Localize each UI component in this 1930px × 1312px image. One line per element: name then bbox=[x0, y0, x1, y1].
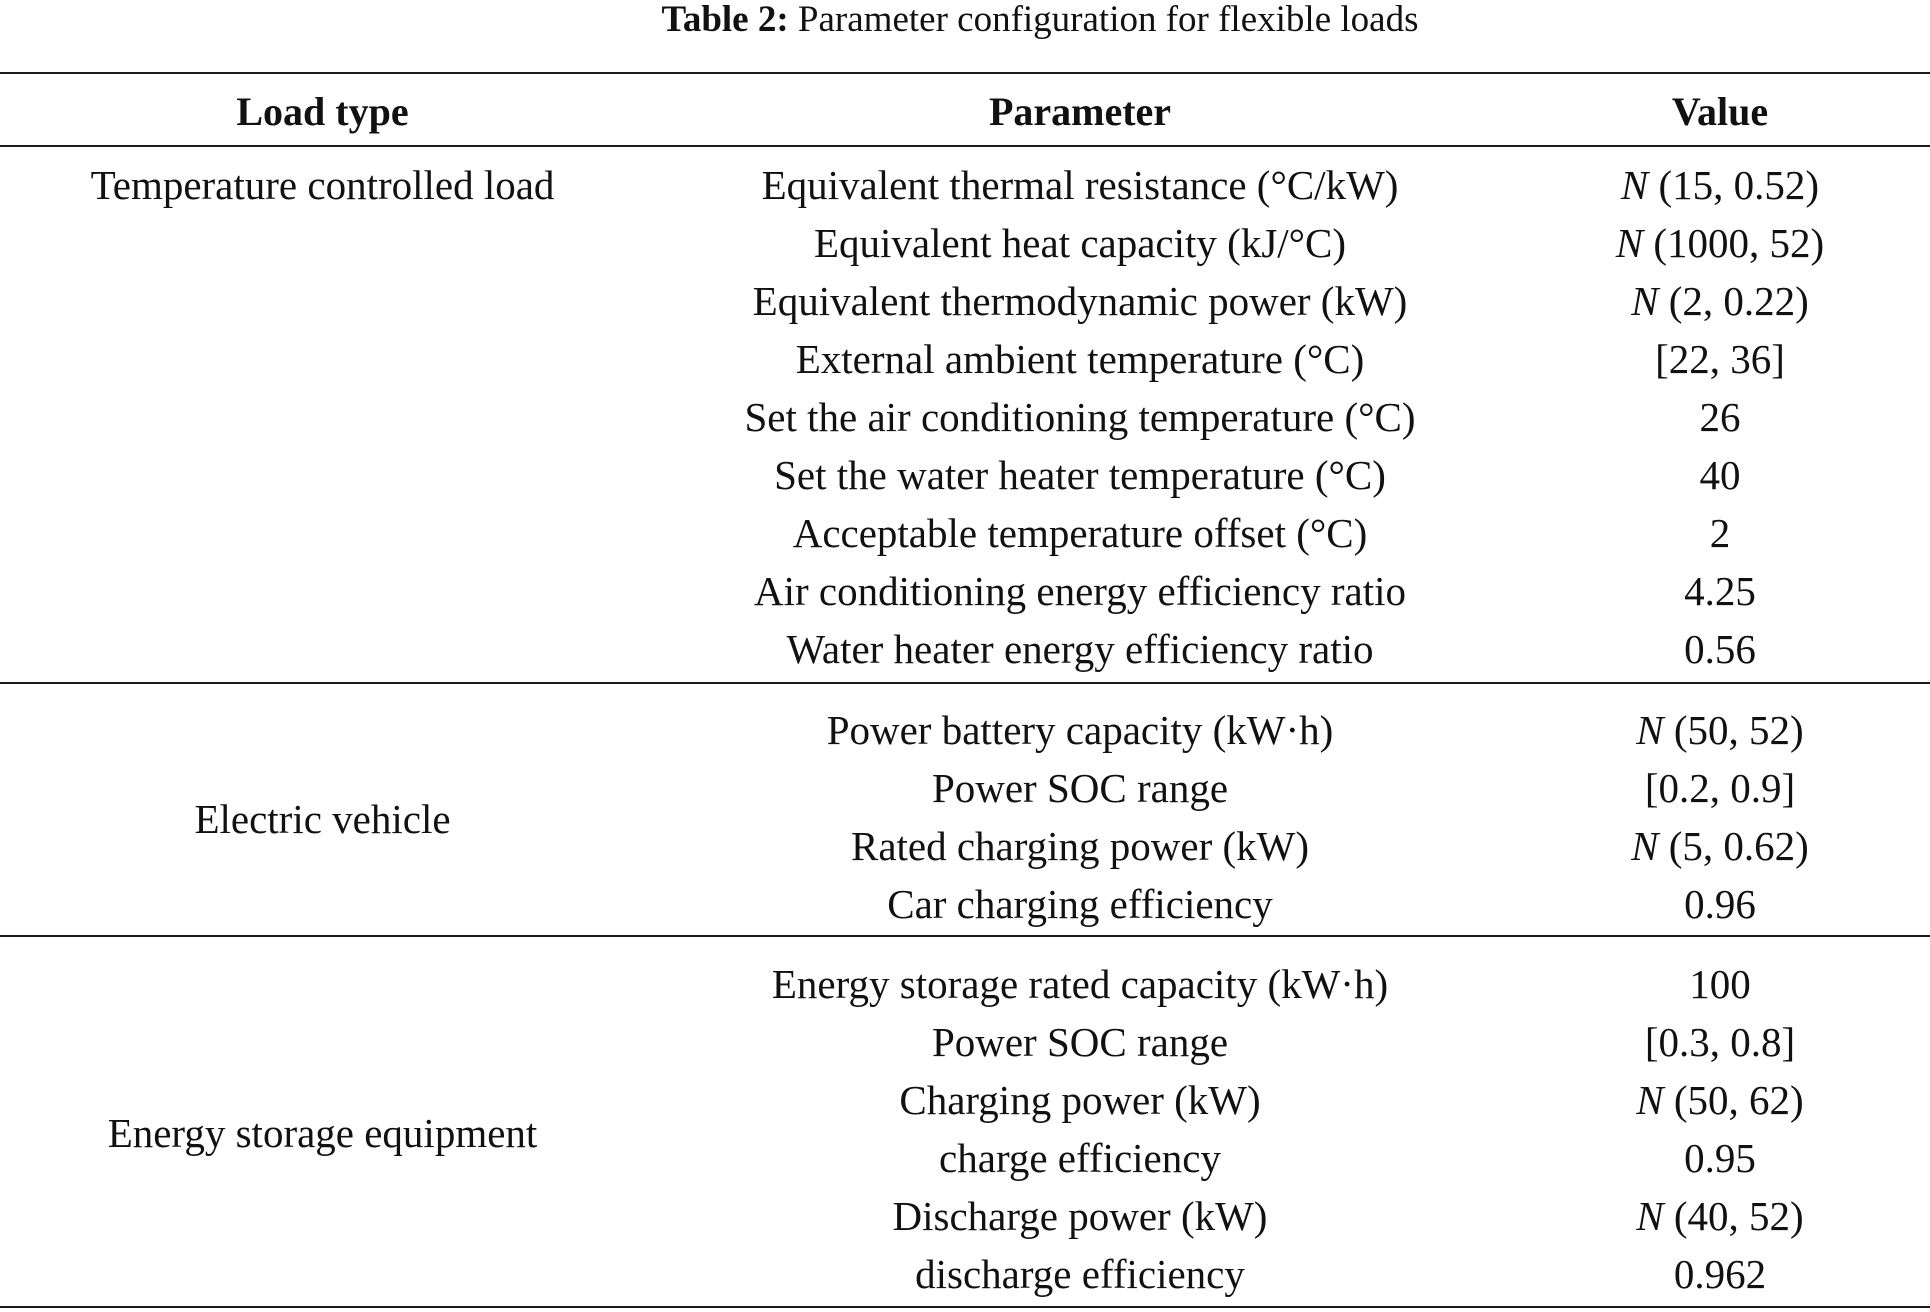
value-cell bbox=[1510, 620, 1930, 678]
parameter-cell: Equivalent thermal resistance (°C/kW) bbox=[761, 162, 1399, 208]
parameter-cell: Equivalent thermodynamic power (kW) bbox=[752, 278, 1408, 324]
value-cell bbox=[1510, 388, 1930, 446]
distribution-symbol: N bbox=[1636, 1077, 1664, 1123]
parameter-cell: External ambient temperature (°C) bbox=[795, 336, 1365, 382]
parameter-cell: discharge efficiency bbox=[915, 1251, 1245, 1297]
distribution-symbol: N bbox=[1620, 162, 1649, 208]
load-type-cell: Electric vehicle bbox=[194, 796, 451, 842]
table-caption-label: Table 2: bbox=[661, 0, 789, 40]
distribution-symbol: N bbox=[1631, 278, 1659, 324]
group-divider-2 bbox=[0, 935, 1930, 937]
distribution-symbol: N bbox=[1636, 1193, 1664, 1239]
value-text: (50, 62) bbox=[1663, 1077, 1804, 1123]
value-text: 0.95 bbox=[1684, 1135, 1756, 1181]
value-text: (2, 0.22) bbox=[1658, 278, 1809, 324]
value-cell bbox=[1510, 330, 1930, 388]
value-cell bbox=[1510, 955, 1930, 1013]
value-text: 0.56 bbox=[1684, 626, 1756, 672]
value-text: 40 bbox=[1699, 452, 1741, 498]
parameter-cell: Acceptable temperature offset (°C) bbox=[792, 510, 1368, 556]
distribution-symbol: N bbox=[1615, 220, 1644, 266]
group-divider-1 bbox=[0, 682, 1930, 684]
value-text: [0.2, 0.9] bbox=[1644, 765, 1796, 811]
value-text: (5, 0.62) bbox=[1658, 823, 1809, 869]
table-top-rule bbox=[0, 72, 1930, 74]
distribution-symbol: N bbox=[1631, 823, 1659, 869]
value-cell bbox=[1510, 817, 1930, 875]
table-caption-text: Parameter configuration for flexible loads bbox=[797, 0, 1419, 40]
value-text: 100 bbox=[1689, 961, 1751, 1007]
header-parameter: Parameter bbox=[988, 89, 1172, 134]
parameter-cell: Power SOC range bbox=[931, 765, 1229, 811]
distribution-symbol: N bbox=[1636, 707, 1664, 753]
value-cell bbox=[1510, 759, 1930, 817]
parameter-cell: Power SOC range bbox=[931, 1019, 1229, 1065]
value-cell bbox=[1510, 156, 1930, 214]
parameter-cell: Power battery capacity (kW·h) bbox=[826, 707, 1334, 753]
value-cell bbox=[1510, 1071, 1930, 1129]
value-cell bbox=[1510, 1187, 1930, 1245]
value-cell bbox=[1510, 875, 1930, 933]
value-text: [0.3, 0.8] bbox=[1644, 1019, 1796, 1065]
parameter-cell: Equivalent heat capacity (kJ/°C) bbox=[813, 220, 1347, 266]
parameter-cell: Set the air conditioning temperature (°C) bbox=[744, 394, 1416, 440]
value-text: (15, 0.52) bbox=[1648, 162, 1820, 208]
value-cell bbox=[1510, 1245, 1930, 1303]
header-value: Value bbox=[1671, 89, 1769, 134]
value-text: 0.962 bbox=[1673, 1251, 1767, 1297]
parameter-cell: Discharge power (kW) bbox=[892, 1193, 1268, 1239]
value-cell bbox=[1510, 701, 1930, 759]
value-cell bbox=[1510, 504, 1930, 562]
parameter-cell: Energy storage rated capacity (kW·h) bbox=[771, 961, 1389, 1007]
value-text: 2 bbox=[1709, 510, 1731, 556]
value-text: (1000, 52) bbox=[1643, 220, 1825, 266]
header-rule bbox=[0, 145, 1930, 147]
parameter-cell: charge efficiency bbox=[939, 1135, 1221, 1181]
parameter-cell: Rated charging power (kW) bbox=[850, 823, 1310, 869]
table-caption bbox=[0, 0, 1930, 40]
parameter-cell: Car charging efficiency bbox=[887, 881, 1273, 927]
value-text: (50, 52) bbox=[1663, 707, 1804, 753]
value-cell bbox=[1510, 1013, 1930, 1071]
parameter-cell: Air conditioning energy efficiency ratio bbox=[754, 568, 1406, 614]
load-type-cell: Energy storage equipment bbox=[107, 1110, 538, 1156]
header-load-type: Load type bbox=[236, 89, 409, 134]
value-text: 4.25 bbox=[1684, 568, 1756, 614]
value-cell bbox=[1510, 272, 1930, 330]
parameter-cell: Set the water heater temperature (°C) bbox=[774, 452, 1386, 498]
value-cell bbox=[1510, 446, 1930, 504]
table-bottom-rule bbox=[0, 1306, 1930, 1308]
load-type-cell: Temperature controlled load bbox=[90, 162, 555, 208]
value-cell bbox=[1510, 562, 1930, 620]
value-text: 0.96 bbox=[1684, 881, 1756, 927]
value-cell bbox=[1510, 214, 1930, 272]
value-cell bbox=[1510, 1129, 1930, 1187]
parameter-cell: Water heater energy efficiency ratio bbox=[786, 626, 1374, 672]
value-text: [22, 36] bbox=[1655, 336, 1785, 382]
value-text: 26 bbox=[1699, 394, 1741, 440]
value-text: (40, 52) bbox=[1663, 1193, 1804, 1239]
parameter-cell: Charging power (kW) bbox=[899, 1077, 1261, 1123]
